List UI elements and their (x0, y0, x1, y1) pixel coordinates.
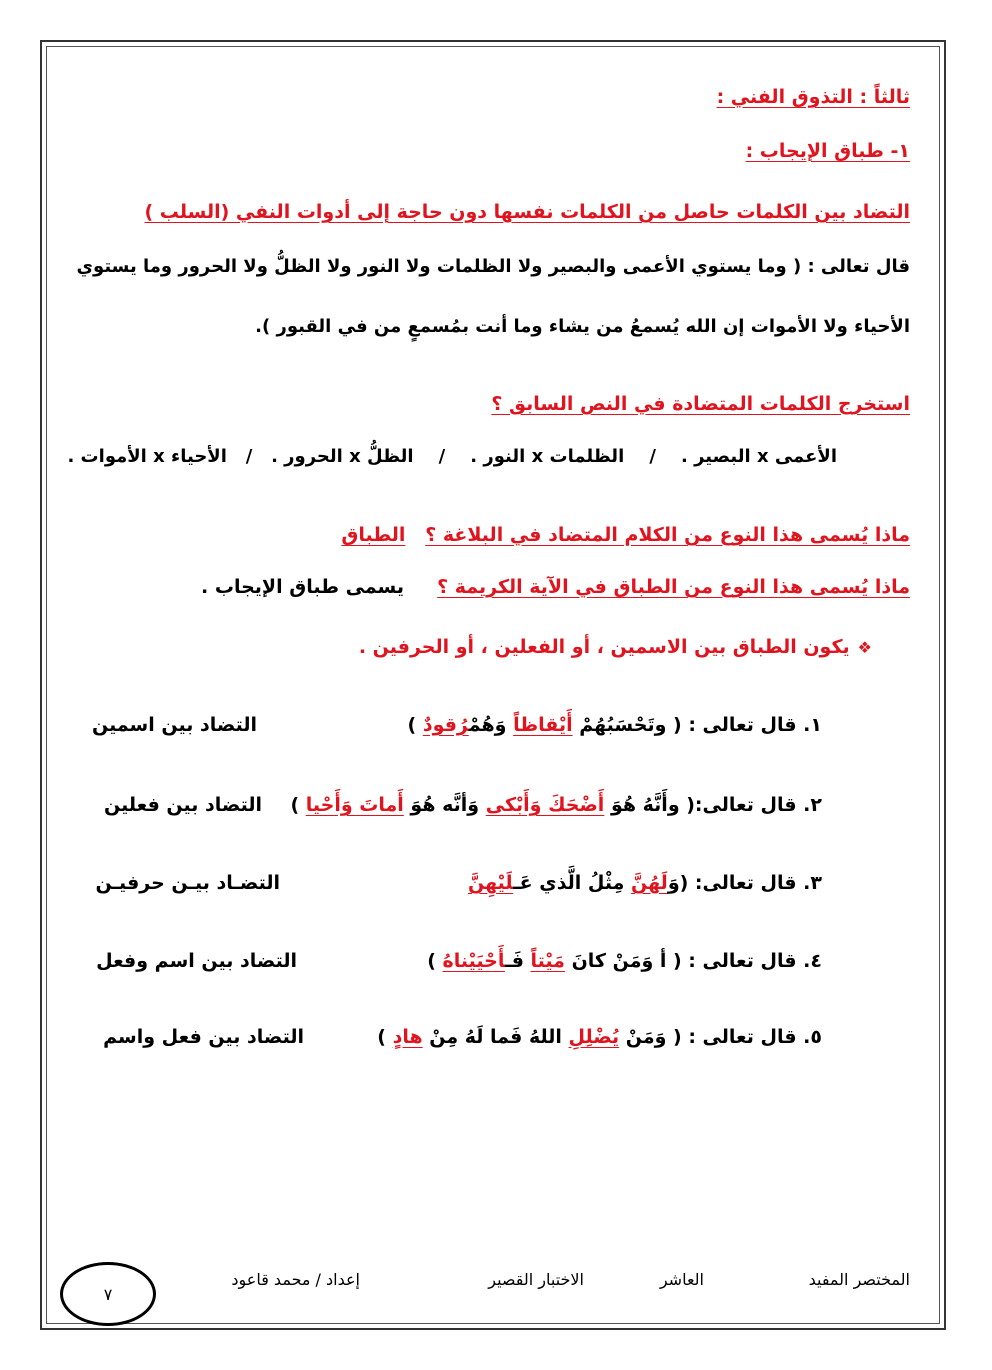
pair-4-word-b: الأموات . (67, 446, 147, 467)
example-5 (377, 1026, 822, 1048)
question-type-answer: الطباق (341, 524, 406, 546)
example-2-word-b: أَماتَ وَأَحْيا (305, 794, 404, 816)
example-3-word-b: لَيْهِنَّ (468, 872, 514, 894)
question-kind-text: ماذا يُسمى هذا النوع من الطباق في الآية الكريمة ؟ (437, 576, 910, 598)
pair-1-x: x (756, 446, 769, 467)
question-extract: استخرج الكلمات المتضادة في النص السابق ؟ (491, 393, 910, 415)
pair-2-word-b: النور . (470, 446, 526, 467)
footer-title: الاختبار القصير (488, 1270, 584, 1289)
pair-3-word-a: الظلُّ (367, 446, 414, 467)
example-4-intro: ٤. قال تعالى : ( أ وَمَنْ كانَ (571, 950, 822, 972)
example-2-word-a: أَضْحَكَ وَأَبْكى (485, 794, 605, 816)
bullet-note (359, 636, 872, 658)
pair-2-word-a: الظلمات (549, 446, 625, 467)
separator: / (438, 446, 446, 467)
example-2-end: ) (290, 794, 300, 816)
page-inner-border (46, 46, 940, 1324)
pair-3-x: x (349, 446, 361, 467)
example-1-word-b: رُقودٌ (422, 714, 469, 736)
example-3-type: التضـاد بيـن حرفيـن (95, 872, 280, 894)
diamond-bullet-icon: ❖ (857, 638, 872, 657)
example-4-word-a: مَيْتاً (530, 950, 565, 972)
question-type (341, 524, 910, 546)
example-1-end: ) (407, 714, 417, 736)
example-1-word-a: أَيْقاظاً (513, 714, 573, 736)
example-2 (290, 794, 822, 816)
pair-1-word-b: البصير . (680, 446, 751, 467)
example-2-mid: وَأنَّه هُوَ (410, 794, 480, 816)
page-number (60, 1262, 156, 1326)
footer-author: إعداد / محمد قاعود (231, 1270, 360, 1289)
example-1-type: التضاد بين اسمين (91, 714, 257, 736)
footer-book: المختصر المفيد (808, 1270, 910, 1289)
section-heading: ثالثاً : التذوق الفني : (716, 86, 910, 108)
subsection-heading: ١- طباق الإيجاب : (745, 140, 910, 162)
separator: / (649, 446, 656, 467)
example-3-mid: مِثْلُ الَّذي عَـ (513, 872, 625, 894)
question-type-text: ماذا يُسمى هذا النوع من الكلام المتضاد في البلاغة ؟ (425, 524, 910, 546)
example-5-end: ) (377, 1026, 386, 1048)
verse-line-1: قال تعالى : ( وما يستوي الأعمى والبصير ولا الظلمات ولا النور ولا الظلُّ ولا الحرور وما يستوي (76, 256, 910, 277)
verse-line-2: الأحياء ولا الأموات إن الله يُسمعُ من يشاء وما أنت بمُسمعٍ من في القبور ). (255, 316, 910, 337)
separator: / (245, 446, 253, 467)
example-5-type: التضاد بين فعل واسم (103, 1026, 304, 1048)
example-4-word-b: أَحْيَيْناهُ (442, 950, 505, 972)
question-kind-answer: يسمى طباق الإيجاب . (201, 576, 405, 598)
example-5-word-a: يُضْلِلِ (568, 1026, 620, 1048)
pair-4-x: x (153, 446, 165, 467)
footer-grade: العاشر (659, 1270, 704, 1289)
page-number-text: ٧ (103, 1284, 113, 1304)
example-4-end: ) (427, 950, 436, 972)
example-2-intro: ٢. قال تعالى:( وأَنَّهُ هُوَ (610, 794, 822, 816)
example-2-type: التضاد بين فعلين (103, 794, 262, 816)
example-1-intro: ١. قال تعالى : ( وتَحْسَبُهُمْ (579, 714, 822, 736)
example-3 (468, 872, 822, 894)
example-4-mid: فَـ (504, 950, 524, 972)
question-kind (201, 576, 910, 598)
example-5-mid: اللهُ فَما لَهُ مِنْ (429, 1026, 562, 1048)
example-5-intro: ٥. قال تعالى : ( وَمَنْ (625, 1026, 822, 1048)
example-3-word-a: لَهُنَّ (631, 872, 668, 894)
pair-2-x: x (531, 446, 544, 467)
bullet-note-text: يكون الطباق بين الاسمين ، أو الفعلين ، أو الحرفين . (358, 636, 850, 658)
example-5-word-b: هادٍ (392, 1026, 423, 1048)
pair-3-word-b: الحرور . (271, 446, 343, 467)
example-1-mid: وَهُمْ (468, 714, 507, 736)
example-4-type: التضاد بين اسم وفعل (96, 950, 297, 972)
pair-1-word-a: الأعمى (774, 446, 837, 467)
example-3-intro: ٣. قال تعالى: (وَ (667, 872, 822, 894)
example-1 (408, 714, 823, 736)
example-4 (427, 950, 822, 972)
answer-opposites (67, 446, 837, 467)
pair-4-word-a: الأحياء (171, 446, 227, 467)
definition-text: التضاد بين الكلمات حاصل من الكلمات نفسها دون حاجة إلى أدوات النفي (السلب ) (144, 201, 910, 223)
